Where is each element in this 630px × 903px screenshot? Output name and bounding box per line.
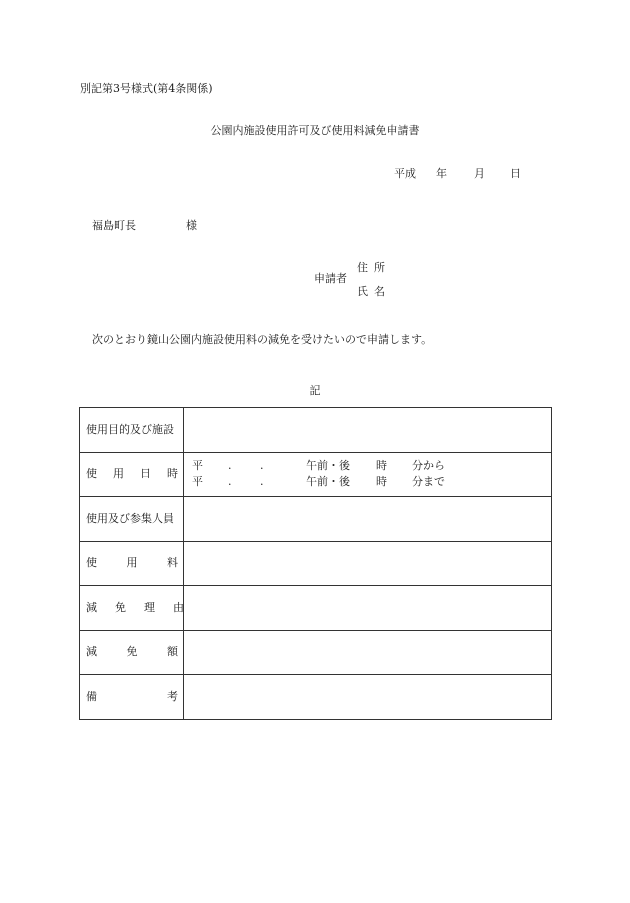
datetime-end-line [184,474,551,490]
detail-table [79,407,552,720]
participants-value-cell[interactable] [184,497,552,542]
address-label [357,261,391,275]
purpose-label: 使用目的及び施設 [86,422,174,436]
address-label-char: 住 [357,261,374,274]
remarks-label-char: 考 [167,689,178,703]
reason-label-char: 理 [144,600,155,614]
fee-label-char: 料 [167,556,178,570]
reason-label-char: 由 [173,600,184,614]
start-era: 平 [192,459,203,473]
remarks-label-char: 備 [86,689,97,703]
datetime-label-cell [80,452,184,497]
date-line [394,167,521,181]
fee-label-cell [80,541,184,586]
table-row-purpose [80,408,552,453]
table-row-datetime [80,452,552,497]
form-number: 別記第3号様式(第4条関係) [80,82,213,95]
datetime-label-char: 使 [86,467,97,481]
start-ampm: 午前・後 [306,459,350,473]
reason-label-char: 減 [86,600,97,614]
fee-label-char: 用 [126,556,138,570]
remarks-value-cell[interactable] [184,675,552,720]
end-date-separator: . [228,475,232,489]
purpose-value-cell[interactable] [184,408,552,453]
address-label-char: 所 [374,261,391,274]
date-month-label: 月 [474,167,485,180]
end-hour-label: 時 [376,475,387,489]
start-date-separator: . [228,459,232,473]
date-era: 平成 [394,167,416,180]
table-row-amount [80,630,552,675]
datetime-label-char: 日 [140,467,151,481]
amount-label-char: 額 [167,645,178,659]
table-row-fee [80,541,552,586]
table-row-reason [80,586,552,631]
addressee-honorific: 様 [186,219,197,232]
datetime-label-char: 時 [167,467,178,481]
datetime-value-cell[interactable] [184,452,552,497]
reason-label-char: 免 [115,600,126,614]
datetime-start-line [184,458,551,474]
fee-value-cell[interactable] [184,541,552,586]
datetime-label-char: 用 [113,467,124,481]
remarks-label-cell [80,675,184,720]
table-row-participants [80,497,552,542]
participants-label: 使用及び参集人員 [86,511,174,525]
ki-mark: 記 [309,384,321,397]
date-day-label: 日 [510,167,521,180]
end-era: 平 [192,475,203,489]
amount-label-char: 免 [126,645,138,659]
end-date-separator: . [260,475,264,489]
name-label-char: 氏 [357,285,374,298]
end-ampm: 午前・後 [306,475,350,489]
applicant-label: 申請者 [314,272,347,285]
purpose-label-cell [80,408,184,453]
end-minute-label: 分まで [412,475,445,489]
date-year-label: 年 [436,167,447,180]
amount-value-cell[interactable] [184,630,552,675]
amount-label-char: 減 [86,645,97,659]
participants-label-cell [80,497,184,542]
table-row-remarks [80,675,552,720]
application-statement: 次のとおり鏡山公園内施設使用料の減免を受けたいので申請します。 [92,333,433,346]
start-hour-label: 時 [376,459,387,473]
addressee-name: 福島町長 [92,219,136,232]
document-title: 公園内施設使用許可及び使用料減免申請書 [210,124,420,137]
reason-label-cell [80,586,184,631]
amount-label-cell [80,630,184,675]
name-label-char: 名 [374,285,391,298]
reason-value-cell[interactable] [184,586,552,631]
addressee [92,219,197,233]
start-date-separator: . [260,459,264,473]
name-label [357,285,391,299]
start-minute-label: 分から [412,459,445,473]
fee-label-char: 使 [86,556,97,570]
